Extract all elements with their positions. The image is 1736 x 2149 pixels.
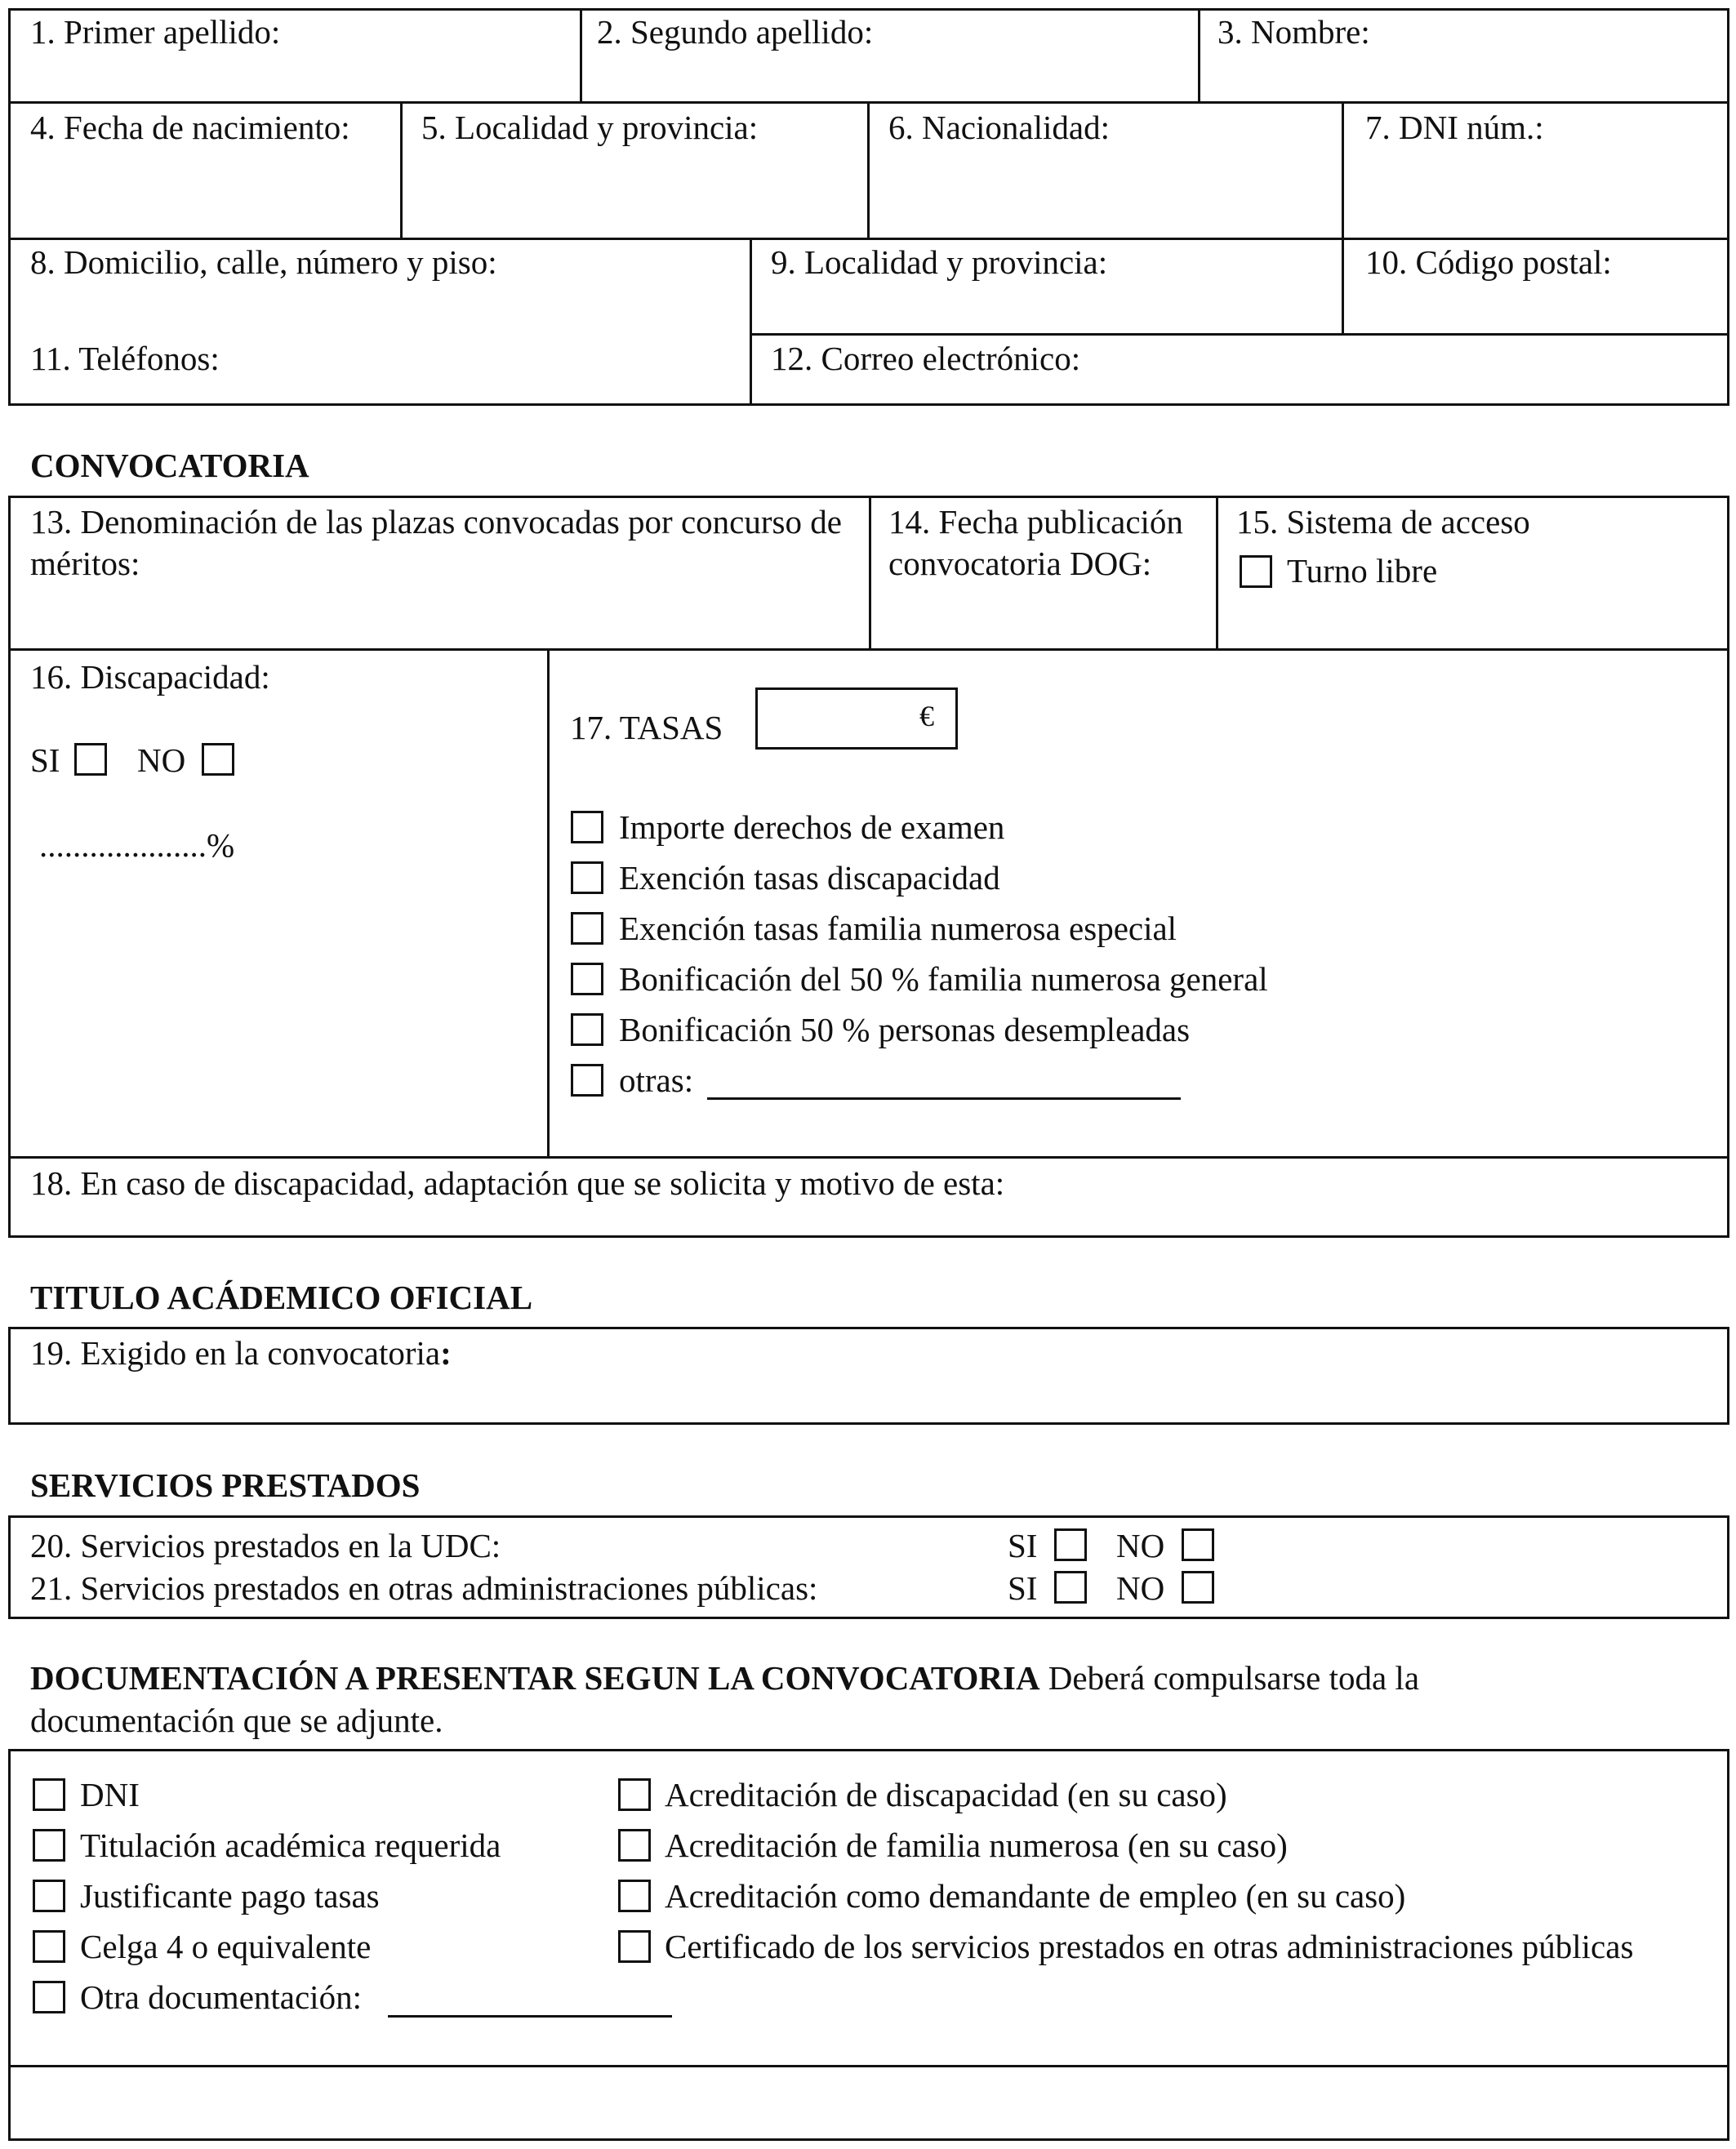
discapacidad-percent-field[interactable]: ....................% (39, 826, 235, 864)
row-divider (8, 2065, 1729, 2067)
col-divider (1342, 101, 1344, 239)
tasas-exencion-familia-especial-checkbox[interactable] (571, 912, 603, 945)
tasas-exencion-discapacidad-checkbox[interactable] (571, 861, 603, 894)
servicios-otras-si-label: SI (1008, 1569, 1038, 1607)
doc-option-label: Certificado de los servicios prestados en otras administraciones públicas (665, 1928, 1634, 1965)
section-heading-convocatoria: CONVOCATORIA (30, 447, 309, 484)
doc-option-label: Celga 4 o equivalente (80, 1928, 372, 1965)
tasas-otras-input[interactable] (707, 1097, 1181, 1100)
field-nombre-label: 3. Nombre: (1217, 13, 1370, 51)
col-divider (1216, 496, 1218, 650)
doc-option-label: Titulación académica requerida (80, 1826, 501, 1864)
doc-option-label: Otra documentación: (80, 1978, 362, 2016)
field-dni-label: 7. DNI núm.: (1365, 109, 1544, 146)
field-servicios-udc-label: 20. Servicios prestados en la UDC: (30, 1527, 501, 1564)
turno-libre-label: Turno libre (1287, 552, 1438, 590)
field-telefonos-label: 11. Teléfonos: (30, 340, 220, 377)
field-tasas-label: 17. TASAS (570, 709, 723, 746)
col-divider (547, 648, 550, 1158)
field-fecha-nacimiento-label: 4. Fecha de nacimiento: (30, 109, 350, 146)
field-primer-apellido-label: 1. Primer apellido: (30, 13, 281, 51)
doc-option-label: DNI (80, 1776, 140, 1813)
documentacion-note: documentación que se adjunte. (30, 1702, 443, 1739)
tasas-option-label: otras: (619, 1061, 694, 1099)
col-divider (867, 101, 870, 239)
field-fecha-publicacion-label: 14. Fecha publicación convocatoria DOG: (888, 503, 1183, 583)
servicios-otras-no-label: NO (1116, 1569, 1165, 1607)
field-segundo-apellido-label: 2. Segundo apellido: (597, 13, 874, 51)
field-nacionalidad-label: 6. Nacionalidad: (888, 109, 1110, 146)
col-divider (869, 496, 871, 650)
field-domicilio-label: 8. Domicilio, calle, número y piso: (30, 243, 497, 281)
tasas-otras-checkbox[interactable] (571, 1064, 603, 1097)
servicios-udc-no-label: NO (1116, 1527, 1165, 1564)
servicios-udc-no-checkbox[interactable] (1182, 1528, 1214, 1561)
tasas-importe-examen-checkbox[interactable] (571, 811, 603, 843)
discapacidad-si-checkbox[interactable] (74, 743, 107, 776)
field-titulo-exigido-label: 19. Exigido en la convocatoria: (30, 1334, 452, 1372)
field-servicios-otras-label: 21. Servicios prestados en otras administraciones públicas: (30, 1569, 818, 1607)
servicios-udc-si-checkbox[interactable] (1054, 1528, 1087, 1561)
field-localidad-nacimiento-label: 5. Localidad y provincia: (421, 109, 759, 146)
doc-acred-empleo-checkbox[interactable] (618, 1880, 651, 1912)
row-divider (8, 1156, 1729, 1159)
currency-symbol: € (919, 700, 934, 732)
tasas-option-label: Exención tasas familia numerosa especial (619, 910, 1177, 947)
tasas-bonificacion-desempleadas-checkbox[interactable] (571, 1013, 603, 1046)
discapacidad-no-label: NO (137, 741, 186, 779)
doc-acred-familia-checkbox[interactable] (618, 1829, 651, 1862)
doc-option-label: Acreditación de discapacidad (en su caso) (665, 1776, 1227, 1813)
doc-otra-checkbox[interactable] (33, 1981, 65, 2013)
doc-certificado-servicios-checkbox[interactable] (618, 1930, 651, 1963)
row-divider (750, 333, 1729, 336)
doc-justificante-tasas-checkbox[interactable] (33, 1880, 65, 1912)
section-heading-documentacion: DOCUMENTACIÓN A PRESENTAR SEGUN LA CONVOCATORIA Deberá compulsarse toda la (30, 1659, 1420, 1697)
tasas-option-label: Exención tasas discapacidad (619, 859, 1000, 897)
col-divider (400, 101, 403, 239)
tasas-option-label: Importe derechos de examen (619, 808, 1005, 846)
field-discapacidad-label: 16. Discapacidad: (30, 658, 270, 696)
col-divider (580, 8, 582, 103)
doc-option-label: Justificante pago tasas (80, 1877, 380, 1915)
field-sistema-acceso-label: 15. Sistema de acceso (1236, 503, 1530, 541)
servicios-otras-no-checkbox[interactable] (1182, 1571, 1214, 1604)
tasas-option-label: Bonificación 50 % personas desempleadas (619, 1011, 1191, 1048)
field-denominacion-plazas-label: 13. Denominación de las plazas convocadas por concurso de méritos: (30, 503, 842, 583)
field-adaptacion-label: 18. En caso de discapacidad, adaptación que se solicita y motivo de esta: (30, 1164, 1005, 1202)
tasas-option-label: Bonificación del 50 % familia numerosa general (619, 960, 1268, 998)
doc-option-label: Acreditación como demandante de empleo (en su caso) (665, 1877, 1406, 1915)
tasas-bonificacion-familia-general-checkbox[interactable] (571, 963, 603, 995)
field-localidad-domicilio-label: 9. Localidad y provincia: (771, 243, 1108, 281)
section-heading-titulo: TITULO ACÁDEMICO OFICIAL (30, 1279, 533, 1316)
doc-dni-checkbox[interactable] (33, 1778, 65, 1811)
col-divider (1198, 8, 1200, 103)
doc-celga-checkbox[interactable] (33, 1930, 65, 1963)
doc-titulacion-checkbox[interactable] (33, 1829, 65, 1862)
col-divider (750, 238, 752, 406)
doc-acred-discapacidad-checkbox[interactable] (618, 1778, 651, 1811)
turno-libre-checkbox[interactable] (1240, 555, 1272, 588)
section-heading-servicios: SERVICIOS PRESTADOS (30, 1466, 421, 1504)
discapacidad-no-checkbox[interactable] (202, 743, 234, 776)
servicios-udc-si-label: SI (1008, 1527, 1038, 1564)
doc-option-label: Acreditación de familia numerosa (en su caso) (665, 1826, 1288, 1864)
field-correo-label: 12. Correo electrónico: (771, 340, 1081, 377)
discapacidad-si-label: SI (30, 741, 60, 779)
field-codigo-postal-label: 10. Código postal: (1365, 243, 1612, 281)
servicios-otras-si-checkbox[interactable] (1054, 1571, 1087, 1604)
tasas-amount-input[interactable] (755, 687, 958, 750)
doc-otra-input[interactable] (388, 2015, 672, 2018)
col-divider (1342, 238, 1344, 335)
